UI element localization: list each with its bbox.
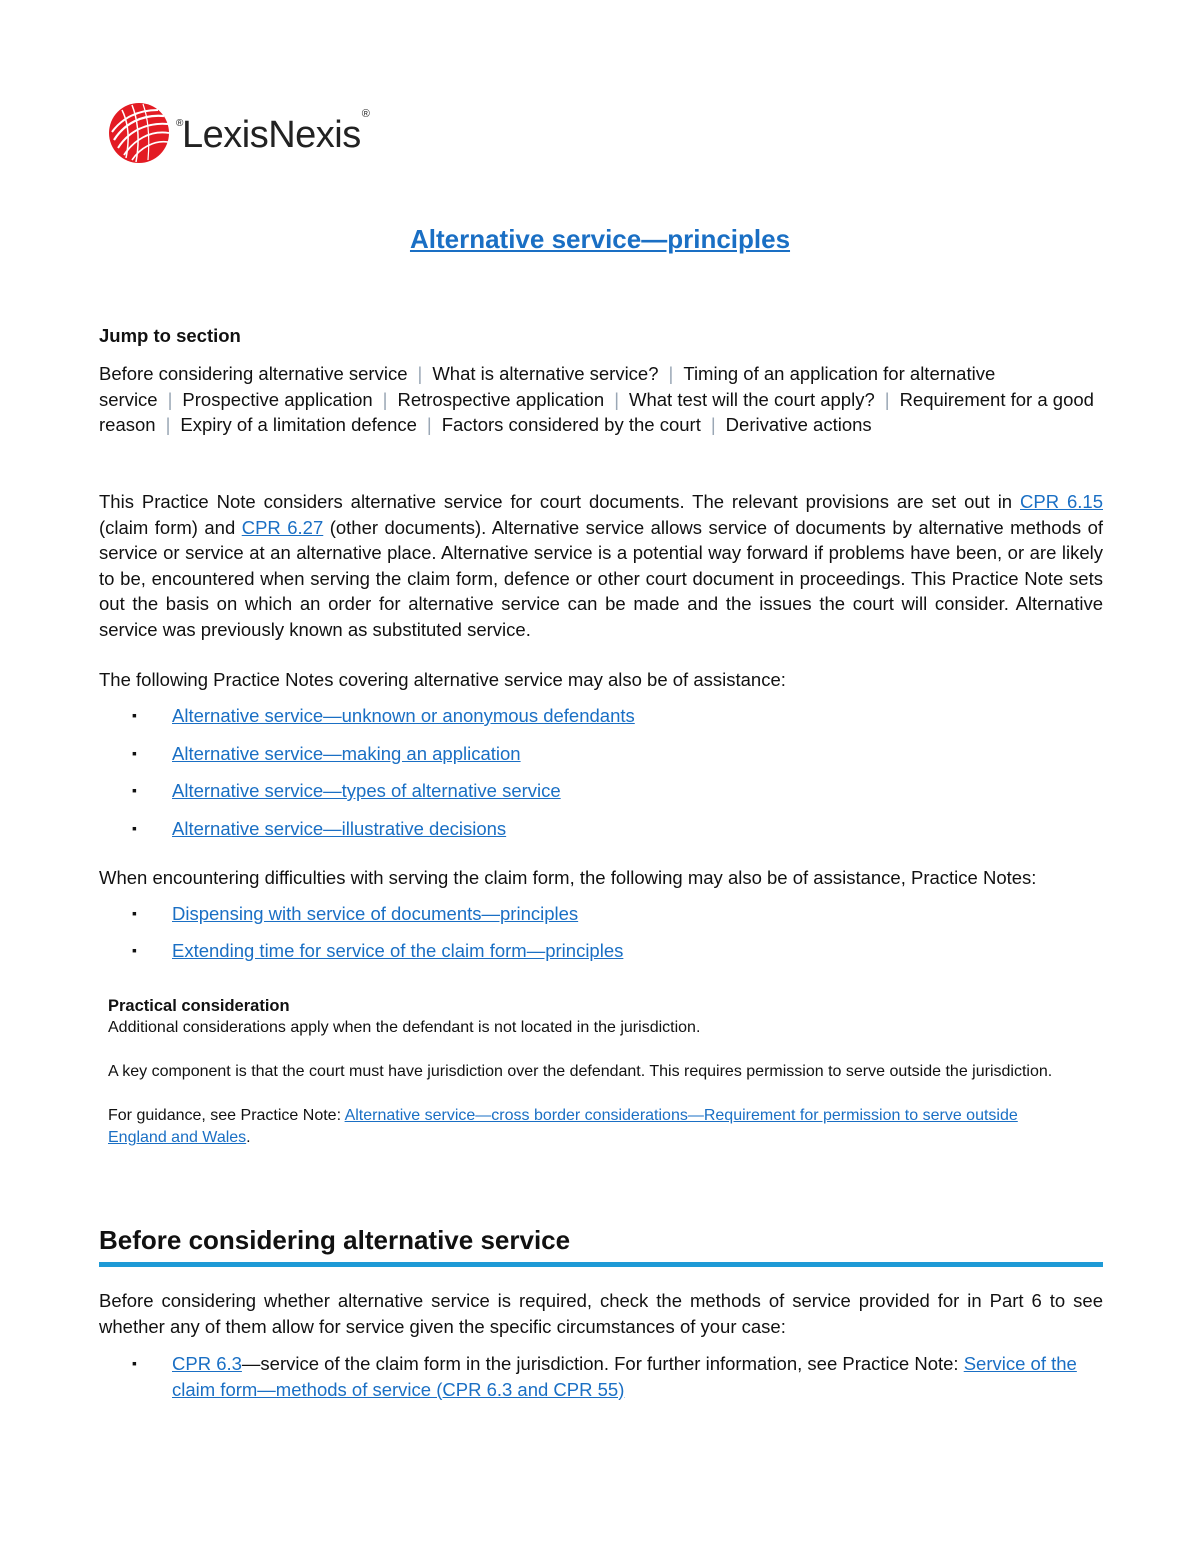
intro-text-1: This Practice Note considers alternative service for court documents. The relevant provisions are set out in xyxy=(99,491,1021,512)
note-link-extending-time[interactable]: Extending time for service of the claim form—principles xyxy=(172,939,624,961)
logo-brand-text: LexisNexis xyxy=(182,113,361,156)
bullet-icon: ▪ xyxy=(132,941,137,958)
bullet-icon: ▪ xyxy=(132,707,137,723)
jump-separator: | xyxy=(165,414,171,435)
list-item xyxy=(99,741,1103,767)
practical-text-3 xyxy=(108,1105,1068,1149)
logo-trademark: ® xyxy=(361,107,370,120)
practical-text-3-prefix: For guidance, see Practice Note: xyxy=(108,1107,345,1124)
intro-text-2: (claim form) and xyxy=(99,516,242,538)
jump-separator: | xyxy=(614,388,619,410)
bullet-icon: ▪ xyxy=(132,819,137,836)
following-notes-list xyxy=(99,703,1103,853)
difficulties-list xyxy=(99,901,1103,974)
lexisnexis-logo xyxy=(108,102,369,164)
intro-text-3: (other documents). Alternative service allows service of documents by alternative methods of service or service at an alternative place. Alternative service is a potential way forward if problems have been, or are likely to be, encountered when serving the claim form, defence or other court document in proceedings. This Practice Note sets out the basis on which an order for alternative service can be made and the issues the court will consider. Alternative service was previously known as substituted service. xyxy=(99,516,1103,640)
jump-separator: | xyxy=(417,363,423,384)
note-link-types[interactable]: Alternative service—types of alternative service xyxy=(172,780,561,801)
cpr-6-3-link[interactable]: CPR 6.3 xyxy=(172,1353,242,1374)
jump-link-before-considering[interactable]: Before considering alternative service xyxy=(99,363,408,384)
cross-border-link[interactable]: Alternative service—cross border considerations—Requirement for permission to serve outside England and Wales xyxy=(108,1107,1018,1146)
practical-text-3-suffix: . xyxy=(246,1129,251,1146)
list-item xyxy=(99,778,1103,804)
jump-separator: | xyxy=(382,388,388,410)
method-item-text: —service of the claim form in the jurisdiction. For further information, see Practice Note: xyxy=(241,1353,964,1374)
note-link-illustrative[interactable]: Alternative service—illustrative decisions xyxy=(172,817,507,839)
jump-to-section-heading: Jump to section xyxy=(99,325,241,346)
bullet-icon: ▪ xyxy=(132,1355,137,1371)
jump-link-what-is[interactable]: What is alternative service? xyxy=(432,363,659,384)
note-link-unknown-defendants[interactable]: Alternative service—unknown or anonymous defendants xyxy=(172,705,635,726)
page-title xyxy=(0,224,1200,255)
jump-link-factors[interactable]: Factors considered by the court xyxy=(441,414,701,435)
note-link-making-application[interactable]: Alternative service—making an application xyxy=(172,742,521,764)
jump-to-section-links xyxy=(99,361,1103,438)
methods-list xyxy=(99,1351,1103,1402)
jump-link-timing[interactable]: Timing of an application for alternative service xyxy=(99,363,996,410)
list-item xyxy=(99,938,1103,964)
jump-link-prospective[interactable]: Prospective application xyxy=(182,388,373,410)
jump-separator: | xyxy=(710,414,716,435)
jump-separator: | xyxy=(668,363,674,384)
lexisnexis-globe-icon xyxy=(108,102,170,164)
jump-link-limitation[interactable]: Expiry of a limitation defence xyxy=(180,414,417,435)
section-before-considering-text: Before considering whether alternative service is required, check the methods of service provided for in Part 6 to see whether any of them allow for service given the specific circumstances of your case: xyxy=(99,1290,1103,1337)
jump-link-retrospective[interactable]: Retrospective application xyxy=(397,388,605,410)
cpr-6-27-link[interactable]: CPR 6.27 xyxy=(241,516,324,538)
jump-link-derivative[interactable]: Derivative actions xyxy=(725,414,872,435)
cpr-6-15-link[interactable]: CPR 6.15 xyxy=(1020,491,1103,512)
jump-link-test[interactable]: What test will the court apply? xyxy=(629,388,875,410)
following-notes-text: The following Practice Notes covering alternative service may also be of assistance: xyxy=(99,669,786,690)
practical-consideration-box xyxy=(108,995,1068,1149)
jump-separator: | xyxy=(167,388,173,410)
list-item xyxy=(99,703,1103,729)
practical-text-2: A key component is that the court must have jurisdiction over the defendant. This requires permission to serve outside the jurisdiction. xyxy=(108,1063,1053,1080)
logo-wordmark xyxy=(176,107,370,157)
bullet-icon: ▪ xyxy=(132,782,137,798)
jump-separator: | xyxy=(884,388,890,410)
intro-paragraph xyxy=(99,489,1103,642)
jump-separator: | xyxy=(426,414,432,435)
logo-reg-mark: ® xyxy=(176,117,183,129)
note-link-dispensing[interactable]: Dispensing with service of documents—principles xyxy=(172,903,579,924)
bullet-icon: ▪ xyxy=(132,905,137,921)
jump-link-good-reason[interactable]: Requirement for a good reason xyxy=(99,388,1094,435)
bullet-icon: ▪ xyxy=(132,744,137,761)
page-title-link[interactable]: Alternative service—principles xyxy=(409,224,791,254)
section-heading-before-considering: Before considering alternative service xyxy=(99,1225,1103,1267)
list-item xyxy=(99,816,1103,842)
list-item xyxy=(99,901,1103,927)
service-of-claim-form-link[interactable]: Service of the claim form—methods of service (CPR 6.3 and CPR 55) xyxy=(172,1353,1077,1400)
practical-text-1: Additional considerations apply when the defendant is not located in the jurisdiction. xyxy=(108,1019,701,1036)
difficulties-text: When encountering difficulties with serving the claim form, the following may also be of assistance, Practice Notes: xyxy=(99,867,1037,888)
list-item xyxy=(99,1351,1103,1402)
practical-consideration-title: Practical consideration xyxy=(108,997,290,1015)
